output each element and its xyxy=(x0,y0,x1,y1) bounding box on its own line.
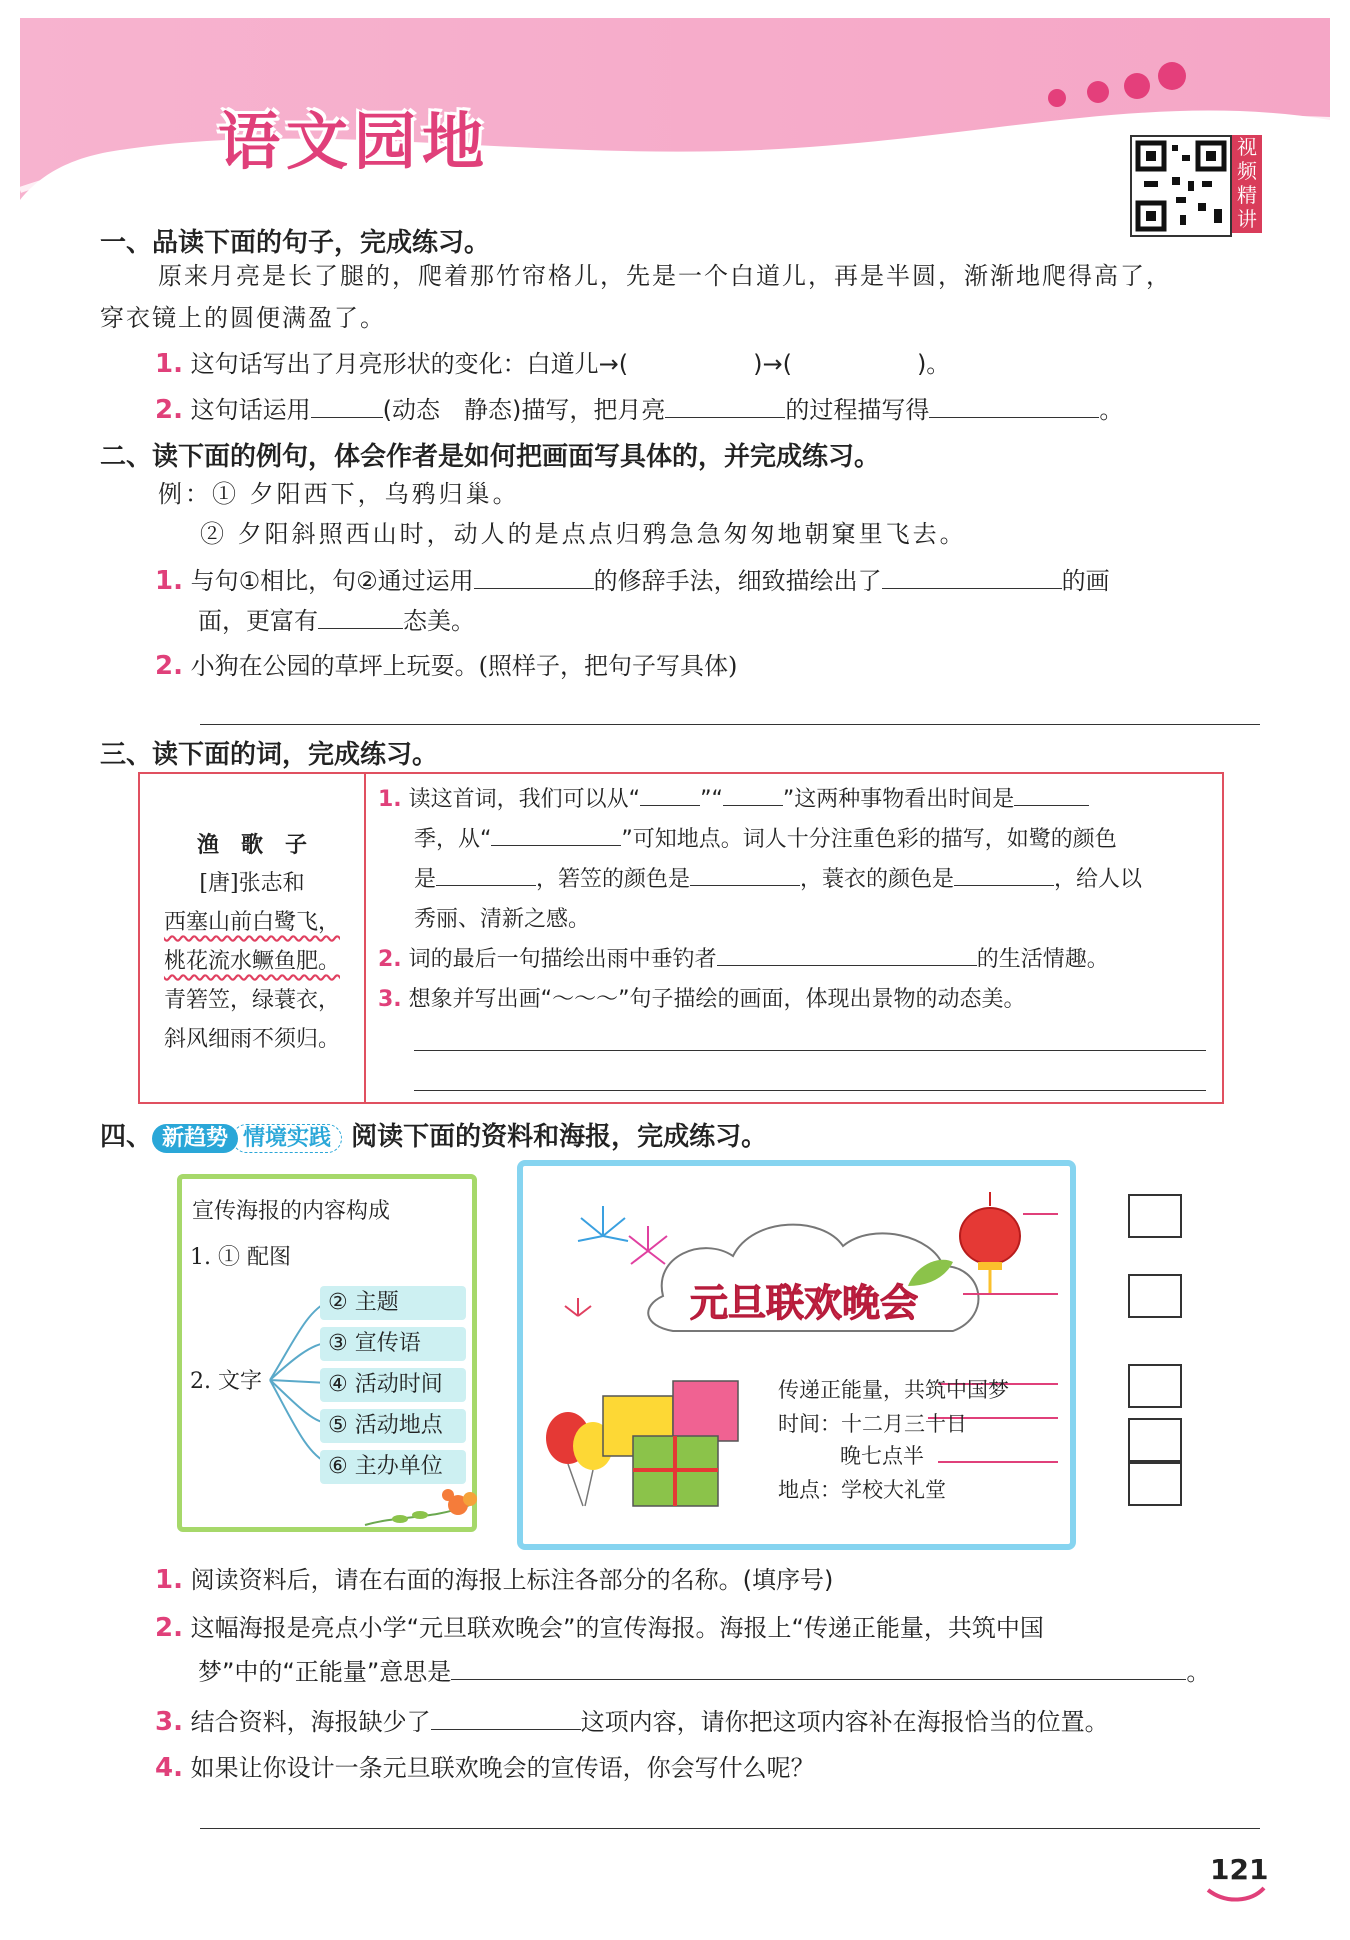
page-title: 语文园地 xyxy=(218,105,491,178)
answer-line[interactable] xyxy=(200,1828,1260,1829)
poster-title: 元旦联欢晚会 xyxy=(690,1281,919,1325)
answer-line[interactable] xyxy=(414,1090,1206,1091)
q-text: )。 xyxy=(916,350,951,378)
s1-passage-line1: 原来月亮是长了腿的，爬着那竹帘格儿，先是一个白道儿，再是半圆，渐渐地爬得高了， xyxy=(158,262,1172,290)
s4-q2 xyxy=(155,1610,1044,1646)
info-title: 宣传海报的内容构成 xyxy=(192,1199,391,1224)
label-box-lantern[interactable] xyxy=(1128,1194,1182,1238)
label-box-title[interactable] xyxy=(1128,1274,1182,1318)
answer-blank[interactable] xyxy=(723,787,783,806)
s3-questions xyxy=(378,780,1208,1020)
s4-q2-cont xyxy=(198,1654,1210,1690)
label-box-time[interactable] xyxy=(1128,1418,1182,1462)
answer-blank[interactable] xyxy=(929,395,1099,418)
s1-q1 xyxy=(155,346,950,382)
s3-q1-line2 xyxy=(378,820,1208,860)
answer-blank[interactable] xyxy=(717,947,977,966)
answer-blank[interactable] xyxy=(311,395,383,418)
q-text: 的生活情趣。 xyxy=(976,947,1109,972)
q-text: )→( xyxy=(753,350,792,378)
frame-divider xyxy=(364,774,366,1102)
q-number: 2. xyxy=(378,947,402,972)
q-text: 。 xyxy=(1099,396,1124,424)
answer-line[interactable] xyxy=(414,1050,1206,1051)
answer-blank[interactable] xyxy=(665,395,785,418)
q-text: ”这两种事物看出时间是 xyxy=(782,787,1015,812)
answer-blank[interactable] xyxy=(690,867,800,886)
q-number: 3. xyxy=(378,987,402,1012)
poem-line-1: 西塞山前白鹭飞， xyxy=(163,910,340,935)
q-hint: (照样子，把句子写具体) xyxy=(478,652,738,680)
q-text: 这句话运用 xyxy=(190,396,311,424)
s2-q2 xyxy=(155,648,737,684)
poem-title: 渔 歌 子 xyxy=(196,833,307,858)
answer-blank[interactable] xyxy=(640,787,700,806)
s4-q1 xyxy=(155,1562,833,1598)
q-text: 态美。 xyxy=(403,607,475,635)
q-text: ，箬笠的颜色是 xyxy=(536,867,691,892)
section-1-heading: 一、品读下面的句子，完成练习。 xyxy=(100,228,491,258)
section-2-heading: 二、读下面的例句，体会作者是如何把画面写具体的，并完成练习。 xyxy=(100,442,881,472)
q-text: 梦”中的“正能量”意思是 xyxy=(198,1658,452,1686)
q-text: 读这首词，我们可以从“ xyxy=(408,787,641,812)
q-text: 阅读资料后，请在右面的海报上标注各部分的名称。(填序号) xyxy=(190,1566,834,1594)
q-text: 想象并写出画“～～～”句子描绘的画面，体现出景物的动态美。 xyxy=(408,987,1026,1012)
page-number: 121 xyxy=(1210,1853,1269,1886)
dot xyxy=(1124,73,1150,99)
q-text: ，给人以 xyxy=(1054,867,1143,892)
q-text: 的修辞手法，细致描绘出了 xyxy=(593,567,882,595)
s2-example-2: ② 夕阳斜照西山时，动人的是点点归鸦急急匆匆地朝窠里飞去。 xyxy=(200,520,967,548)
q-text: 如果让你设计一条元旦联欢晚会的宣传语，你会写什么呢？ xyxy=(190,1754,815,1782)
q-number: 4. xyxy=(155,1753,183,1783)
page-number-swoosh xyxy=(1206,1886,1266,1906)
s3-q1 xyxy=(378,780,1208,820)
q-text: ”“ xyxy=(700,787,723,812)
q-text: 这项内容，请你把这项内容补在海报恰当的位置。 xyxy=(580,1708,1109,1736)
q-number: 2. xyxy=(155,651,183,681)
q-number: 1. xyxy=(155,1565,183,1595)
answer-blank[interactable] xyxy=(882,566,1062,589)
q-number: 3. xyxy=(155,1707,183,1737)
poster-place: 地点：学校大礼堂 xyxy=(778,1478,946,1502)
answer-blank[interactable] xyxy=(436,867,536,886)
trend-tag: 新趋势 xyxy=(152,1124,238,1153)
practice-tag: 情境实践 xyxy=(232,1124,342,1153)
q-number: 1. xyxy=(378,787,402,812)
s4-q4 xyxy=(155,1750,815,1786)
info-pill-time: ④ 活动时间 xyxy=(320,1368,466,1402)
answer-blank[interactable] xyxy=(431,1707,581,1730)
dot xyxy=(1048,89,1066,107)
s3-q2 xyxy=(378,940,1208,980)
poem-line-3: 青箬笠，绿蓑衣， xyxy=(163,988,340,1013)
answer-blank[interactable] xyxy=(451,1657,1186,1680)
info-pill-place: ⑤ 活动地点 xyxy=(320,1409,466,1443)
qr-label: 视频精讲 xyxy=(1232,135,1262,233)
q-number: 2. xyxy=(155,1613,183,1643)
s3-q1-line4: 秀丽、清新之感。 xyxy=(414,907,591,932)
q-text: 与句①相比，句②通过运用 xyxy=(190,567,474,595)
q-text: ，蓑衣的颜色是 xyxy=(800,867,955,892)
answer-blank[interactable] xyxy=(474,566,594,589)
gift-box-icon xyxy=(603,1381,738,1506)
poem-line-2: 桃花流水鳜鱼肥。 xyxy=(163,949,340,974)
answer-blank[interactable] xyxy=(491,827,621,846)
q-text: 是 xyxy=(414,867,437,892)
dot xyxy=(1087,81,1109,103)
info-item-1: 1. ① 配图 xyxy=(190,1245,291,1270)
q-text: 面，更富有 xyxy=(198,607,318,635)
s3-q1-line3 xyxy=(378,860,1208,900)
firework-icon xyxy=(565,1206,667,1316)
poster-slogan: 传递正能量，共筑中国梦 xyxy=(778,1378,1009,1402)
s2-example-1: 例：① 夕阳西下，乌鸦归巢。 xyxy=(158,480,520,508)
s2-q1 xyxy=(155,563,1110,599)
info-pill-slogan: ③ 宣传语 xyxy=(320,1327,466,1361)
q-number: 1. xyxy=(155,349,183,379)
poem-line-4: 斜风细雨不须归。 xyxy=(163,1027,340,1052)
flower-decoration-icon xyxy=(360,1475,490,1535)
answer-line[interactable] xyxy=(200,724,1260,725)
lantern-icon xyxy=(960,1192,1020,1294)
section-4-heading: 阅读下面的资料和海报，完成练习。 xyxy=(351,1122,768,1152)
poem-author: [唐]张志和 xyxy=(199,871,305,896)
q-text: 词的最后一句描绘出雨中垂钓者 xyxy=(408,947,717,972)
section-3-heading: 三、读下面的词，完成练习。 xyxy=(100,740,439,770)
label-box-place[interactable] xyxy=(1128,1462,1182,1506)
s3-q3 xyxy=(378,980,1208,1020)
answer-blank[interactable] xyxy=(1014,787,1089,806)
q-text: 。 xyxy=(1186,1658,1211,1686)
s2-q1-cont xyxy=(198,603,475,639)
q-text: 这句话写出了月亮形状的变化：白道儿→( xyxy=(190,350,629,378)
section-4-prefix: 四、 xyxy=(100,1122,153,1152)
dot xyxy=(1158,62,1186,90)
q-text: (动态 静态)描写，把月亮 xyxy=(382,396,666,424)
q-text: 小狗在公园的草坪上玩耍。 xyxy=(190,652,479,680)
answer-blank[interactable] xyxy=(954,867,1054,886)
q-text: 的画 xyxy=(1061,567,1110,595)
section-4-heading-row xyxy=(100,1116,767,1153)
info-pill-organizer: ⑥ 主办单位 xyxy=(320,1450,466,1484)
q-text: 季，从“ xyxy=(414,827,492,852)
s4-q3 xyxy=(155,1704,1109,1740)
q-text: 的过程描写得 xyxy=(785,396,930,424)
s1-q2 xyxy=(155,392,1123,428)
q-text: 这幅海报是亮点小学“元旦联欢晚会”的宣传海报。海报上“传递正能量，共筑中国 xyxy=(190,1614,1044,1642)
label-box-slogan[interactable] xyxy=(1128,1364,1182,1408)
s1-passage-line2: 穿衣镜上的圆便满盈了。 xyxy=(100,304,386,332)
qr-code-icon[interactable] xyxy=(1130,135,1232,237)
poster-time-2: 晚七点半 xyxy=(840,1444,924,1468)
answer-blank[interactable] xyxy=(318,606,403,629)
info-item-2: 2. 文字 xyxy=(190,1369,262,1394)
info-pill-theme: ② 主题 xyxy=(320,1286,466,1320)
q-text: 结合资料，海报缺少了 xyxy=(190,1708,431,1736)
q-number: 2. xyxy=(155,395,183,425)
q-text: ”可知地点。词人十分注重色彩的描写，如鹭的颜色 xyxy=(621,827,1117,852)
poster-time: 时间：十二月三十日 xyxy=(778,1412,967,1436)
q-number: 1. xyxy=(155,566,183,596)
